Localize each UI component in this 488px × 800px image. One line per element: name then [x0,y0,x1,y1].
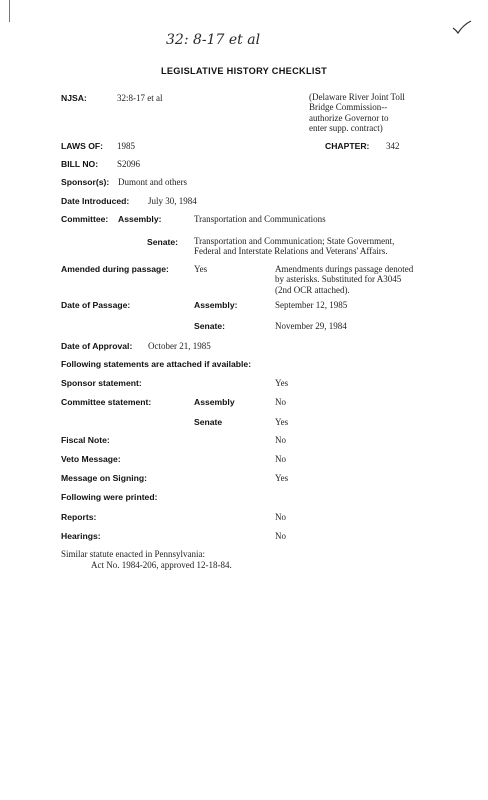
passage-label: Date of Passage: [61,300,131,310]
description-line: Bridge Commission-- [309,102,388,113]
date-introduced-value: July 30, 1984 [148,196,197,206]
hearings-value: No [275,531,286,541]
similar-statute-act: Act No. 1984-206, approved 12-18-84. [91,560,232,570]
page-edge-mark [9,0,10,22]
amended-value: Yes [194,264,208,274]
senate-committee-line: Federal and Interstate Relations and Veterans' Affairs. [194,246,388,257]
hearings-label: Hearings: [61,531,101,541]
veto-message-value: No [275,454,286,464]
sponsor-statement-label: Sponsor statement: [61,378,142,388]
committee-senate-label: Senate: [147,237,179,247]
njsa-label: NJSA: [61,93,87,103]
njsa-value: 32:8-17 et al [117,93,163,103]
passage-senate-value: November 29, 1984 [275,321,347,331]
veto-message-label: Veto Message: [61,454,121,464]
document-title: LEGISLATIVE HISTORY CHECKLIST [160,66,328,76]
description-line: enter supp. contract) [309,123,383,134]
passage-assembly-value: September 12, 1985 [275,300,348,310]
sponsors-value: Dumont and others [118,177,187,187]
message-on-signing-value: Yes [275,473,289,483]
statements-heading: Following statements are attached if available: [61,359,252,369]
passage-assembly-label: Assembly: [194,300,238,310]
senate-committee-line: Transportation and Communication; State Government, [194,236,395,246]
printed-heading: Following were printed: [61,492,158,502]
similar-statute-line: Similar statute enacted in Pennsylvania: [61,549,205,559]
amended-note [275,264,413,295]
sponsor-statement-value: Yes [275,378,289,388]
committee-assembly-label: Assembly: [118,214,162,224]
chapter-label: CHAPTER: [325,141,370,151]
handwritten-reference: 32: 8-17 et al [166,32,261,48]
checkmark-icon [452,20,472,34]
approval-value: October 21, 1985 [148,341,211,351]
committee-statement-label: Committee statement: [61,397,152,407]
amended-note-line: by asterisks. Substituted for A3045 [275,274,402,285]
amended-note-line: (2nd OCR attached). [275,284,350,295]
amended-label: Amended during passage: [61,264,169,274]
committee-statement-senate-value: Yes [275,417,289,427]
committee-statement-assembly-label: Assembly [194,397,235,407]
chapter-value: 342 [386,141,400,151]
committee-statement-senate-label: Senate [194,417,223,427]
fiscal-note-label: Fiscal Note: [61,435,110,445]
laws-of-label: LAWS OF: [61,141,104,151]
committee-assembly-value: Transportation and Communications [194,214,326,224]
passage-senate-label: Senate: [194,321,226,331]
laws-of-value: 1985 [117,141,135,151]
approval-label: Date of Approval: [61,341,133,351]
date-introduced-label: Date Introduced: [61,196,130,206]
fiscal-note-value: No [275,435,286,445]
amended-note-line: Amendments durings passage denoted [275,264,414,274]
committee-label: Committee: [61,214,109,224]
committee-statement-assembly-value: No [275,397,286,407]
sponsors-label: Sponsor(s): [61,177,110,187]
bill-description [309,92,405,134]
committee-senate-value [194,236,394,257]
description-line: authorize Governor to [309,112,389,123]
reports-value: No [275,512,286,522]
message-on-signing-label: Message on Signing: [61,473,147,483]
bill-no-value: S2096 [117,159,141,169]
description-line: (Delaware River Joint Toll [309,92,405,102]
bill-no-label: BILL NO: [61,159,99,169]
reports-label: Reports: [61,512,97,522]
